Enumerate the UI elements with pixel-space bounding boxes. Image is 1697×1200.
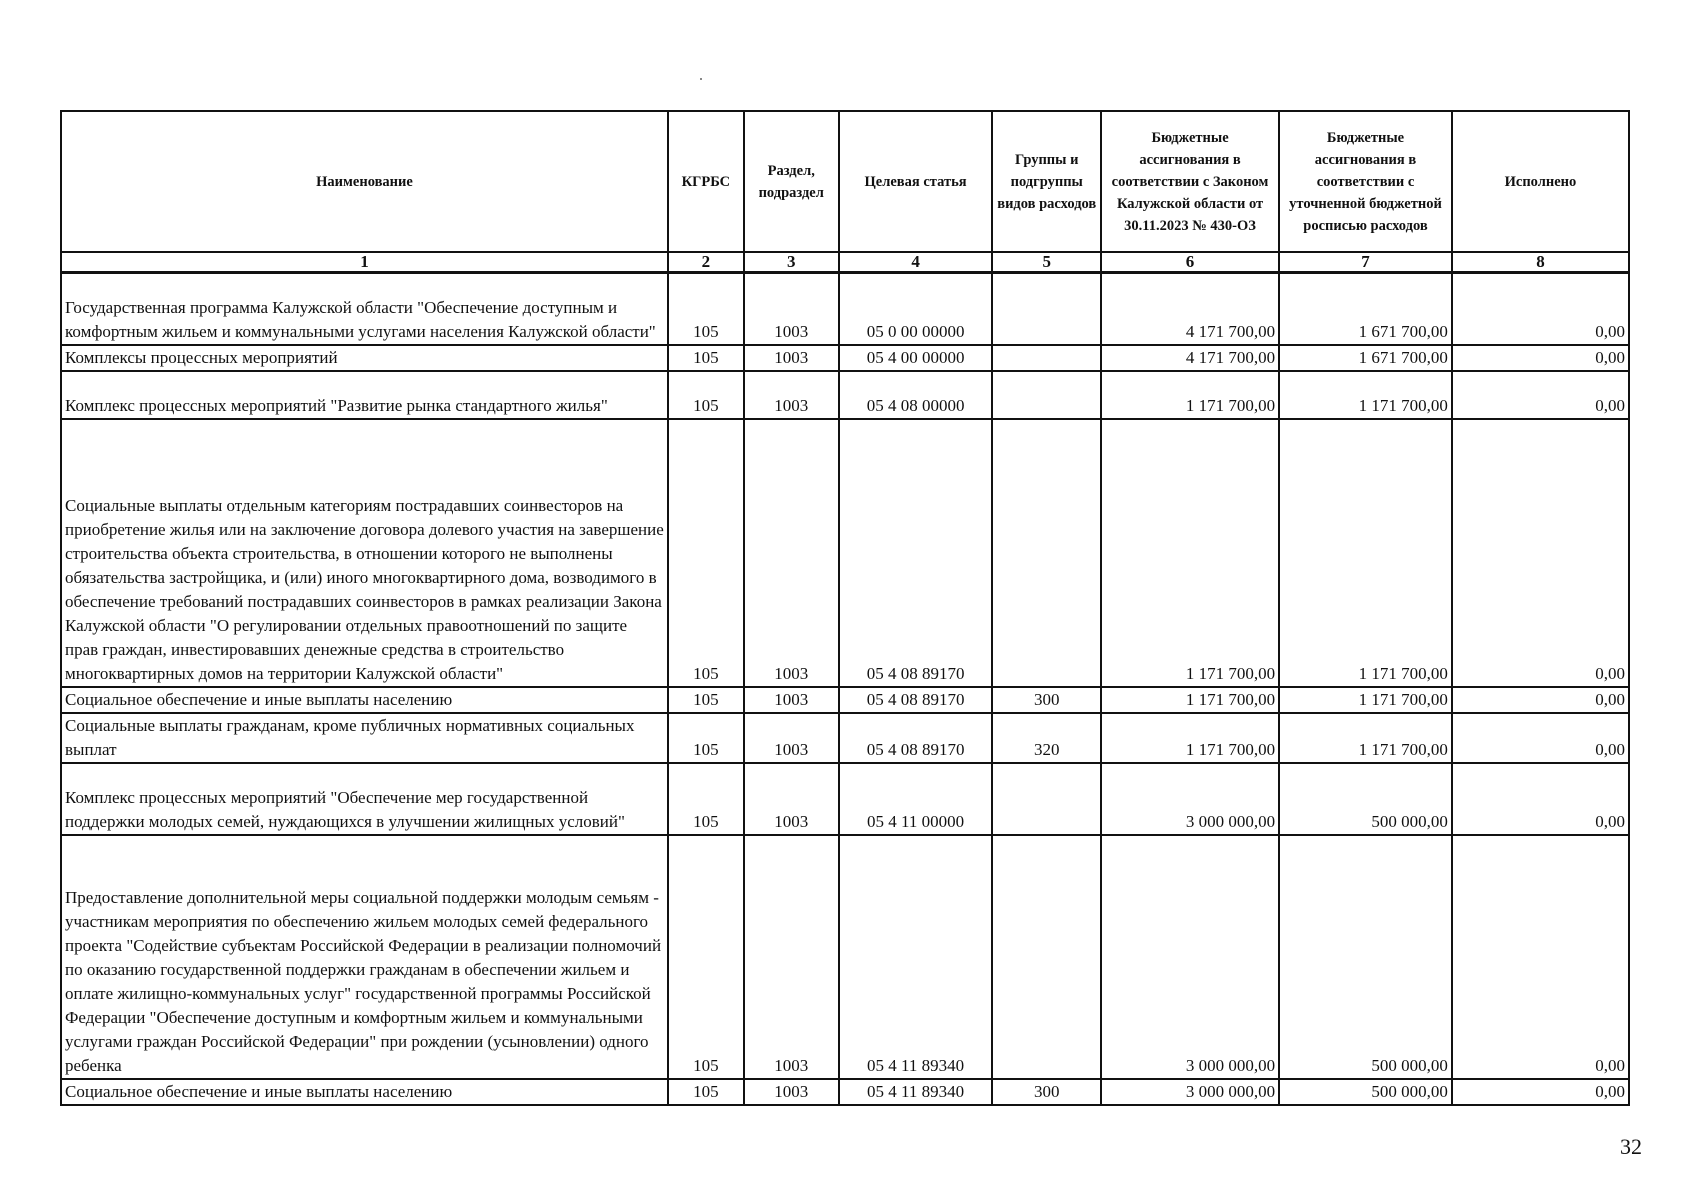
row-expense-group: [992, 273, 1101, 345]
header-row: [61, 111, 1629, 252]
row-expense-group: [992, 835, 1101, 1079]
row-revised-amount: 1 171 700,00: [1279, 687, 1452, 713]
header-revised-allocations: Бюджетные ассигнования в соответствии с уточненной бюджетной росписью расходов: [1279, 111, 1452, 252]
row-name: Социальные выплаты гражданам, кроме публичных нормативных социальных выплат: [61, 713, 668, 763]
row-law-amount: 1 171 700,00: [1101, 687, 1279, 713]
column-number: 5: [992, 252, 1101, 273]
column-number: 2: [668, 252, 744, 273]
row-law-amount: 1 171 700,00: [1101, 371, 1279, 419]
row-kgrbs: 105: [668, 345, 744, 371]
row-name: Комплексы процессных мероприятий: [61, 345, 668, 371]
row-executed-amount: 0,00: [1452, 273, 1629, 345]
row-name: Государственная программа Калужской области "Обеспечение доступным и комфортным жильем и коммунальными услугами населения Калужской области": [61, 273, 668, 345]
table-row: [61, 345, 1629, 371]
column-number: 1: [61, 252, 668, 273]
row-section: 1003: [744, 419, 839, 687]
row-kgrbs: 105: [668, 273, 744, 345]
row-executed-amount: 0,00: [1452, 687, 1629, 713]
row-section: 1003: [744, 273, 839, 345]
row-target-article: 05 4 11 00000: [839, 763, 993, 835]
row-revised-amount: 500 000,00: [1279, 1079, 1452, 1105]
row-law-amount: 4 171 700,00: [1101, 273, 1279, 345]
column-number: 8: [1452, 252, 1629, 273]
row-kgrbs: 105: [668, 763, 744, 835]
row-law-amount: 3 000 000,00: [1101, 835, 1279, 1079]
budget-table: [60, 110, 1630, 1106]
row-expense-group: [992, 763, 1101, 835]
column-number: 4: [839, 252, 993, 273]
row-name: Комплекс процессных мероприятий "Обеспечение мер государственной поддержки молодых семей, нуждающихся в улучшении жилищных условий": [61, 763, 668, 835]
header-kgrbs: КГРБС: [668, 111, 744, 252]
row-target-article: 05 4 00 00000: [839, 345, 993, 371]
row-section: 1003: [744, 713, 839, 763]
row-section: 1003: [744, 371, 839, 419]
row-executed-amount: 0,00: [1452, 835, 1629, 1079]
row-section: 1003: [744, 687, 839, 713]
row-target-article: 05 4 08 89170: [839, 713, 993, 763]
row-kgrbs: 105: [668, 371, 744, 419]
row-target-article: 05 4 08 89170: [839, 687, 993, 713]
table-row: [61, 835, 1629, 1079]
row-executed-amount: 0,00: [1452, 763, 1629, 835]
row-revised-amount: 1 671 700,00: [1279, 345, 1452, 371]
row-target-article: 05 0 00 00000: [839, 273, 993, 345]
row-target-article: 05 4 11 89340: [839, 1079, 993, 1105]
row-law-amount: 3 000 000,00: [1101, 1079, 1279, 1105]
row-expense-group: 300: [992, 687, 1101, 713]
row-law-amount: 3 000 000,00: [1101, 763, 1279, 835]
column-number: 7: [1279, 252, 1452, 273]
header-target-article: Целевая статья: [839, 111, 993, 252]
row-name: Социальные выплаты отдельным категориям пострадавших соинвесторов на приобретение жилья или на заключение договора долевого участия на завершение строительства объекта строительства, в отношении которого не выполнены обязательства застройщика, и (или) иного многоквартирного дома, возводимого в обеспечение требований пострадавших соинвесторов в рамках реализации Закона Калужской области "О регулировании отдельных правоотношений по защите прав граждан, инвестировавших денежные средства в строительство многоквартирных домов на территории Калужской области": [61, 419, 668, 687]
row-kgrbs: 105: [668, 835, 744, 1079]
header-section: Раздел, подраздел: [744, 111, 839, 252]
row-expense-group: 300: [992, 1079, 1101, 1105]
row-executed-amount: 0,00: [1452, 371, 1629, 419]
row-executed-amount: 0,00: [1452, 419, 1629, 687]
table-row: [61, 687, 1629, 713]
row-name: Комплекс процессных мероприятий "Развитие рынка стандартного жилья": [61, 371, 668, 419]
row-target-article: 05 4 11 89340: [839, 835, 993, 1079]
row-section: 1003: [744, 835, 839, 1079]
row-revised-amount: 1 171 700,00: [1279, 713, 1452, 763]
table-row: [61, 763, 1629, 835]
row-target-article: 05 4 08 89170: [839, 419, 993, 687]
row-revised-amount: 1 171 700,00: [1279, 371, 1452, 419]
row-kgrbs: 105: [668, 687, 744, 713]
row-executed-amount: 0,00: [1452, 713, 1629, 763]
row-section: 1003: [744, 763, 839, 835]
row-expense-group: 320: [992, 713, 1101, 763]
row-kgrbs: 105: [668, 1079, 744, 1105]
row-expense-group: [992, 371, 1101, 419]
header-executed: Исполнено: [1452, 111, 1629, 252]
header-law-allocations: Бюджетные ассигнования в соответствии с Законом Калужской области от 30.11.2023 № 430-ОЗ: [1101, 111, 1279, 252]
table-row: [61, 1079, 1629, 1105]
row-target-article: 05 4 08 00000: [839, 371, 993, 419]
row-law-amount: 4 171 700,00: [1101, 345, 1279, 371]
scan-speck: [700, 78, 702, 80]
row-section: 1003: [744, 1079, 839, 1105]
table-row: [61, 273, 1629, 345]
row-name: Социальное обеспечение и иные выплаты населению: [61, 687, 668, 713]
header-expense-groups: Группы и подгруппы видов расходов: [992, 111, 1101, 252]
row-expense-group: [992, 345, 1101, 371]
row-executed-amount: 0,00: [1452, 1079, 1629, 1105]
row-law-amount: 1 171 700,00: [1101, 419, 1279, 687]
row-executed-amount: 0,00: [1452, 345, 1629, 371]
row-revised-amount: 1 171 700,00: [1279, 419, 1452, 687]
row-section: 1003: [744, 345, 839, 371]
header-name: Наименование: [61, 111, 668, 252]
row-law-amount: 1 171 700,00: [1101, 713, 1279, 763]
row-revised-amount: 1 671 700,00: [1279, 273, 1452, 345]
column-number-row: [61, 252, 1629, 273]
table-row: [61, 419, 1629, 687]
page-number: 32: [1620, 1134, 1642, 1159]
column-number: 3: [744, 252, 839, 273]
row-revised-amount: 500 000,00: [1279, 763, 1452, 835]
row-name: Социальное обеспечение и иные выплаты населению: [61, 1079, 668, 1105]
row-expense-group: [992, 419, 1101, 687]
row-revised-amount: 500 000,00: [1279, 835, 1452, 1079]
table-row: [61, 713, 1629, 763]
column-number: 6: [1101, 252, 1279, 273]
row-kgrbs: 105: [668, 419, 744, 687]
row-kgrbs: 105: [668, 713, 744, 763]
table-row: [61, 371, 1629, 419]
row-name: Предоставление дополнительной меры социальной поддержки молодым семьям - участникам мероприятия по обеспечению жильем молодых семей федерального проекта "Содействие субъектам Российской Федерации в реализации полномочий по оказанию государственной поддержки гражданам в обеспечении жильем и оплате жилищно-коммунальных услуг" государственной программы Российской Федерации "Обеспечение доступным и комфортным жильем и коммунальными услугами граждан Российской Федерации" при рождении (усыновлении) одного ребенка: [61, 835, 668, 1079]
